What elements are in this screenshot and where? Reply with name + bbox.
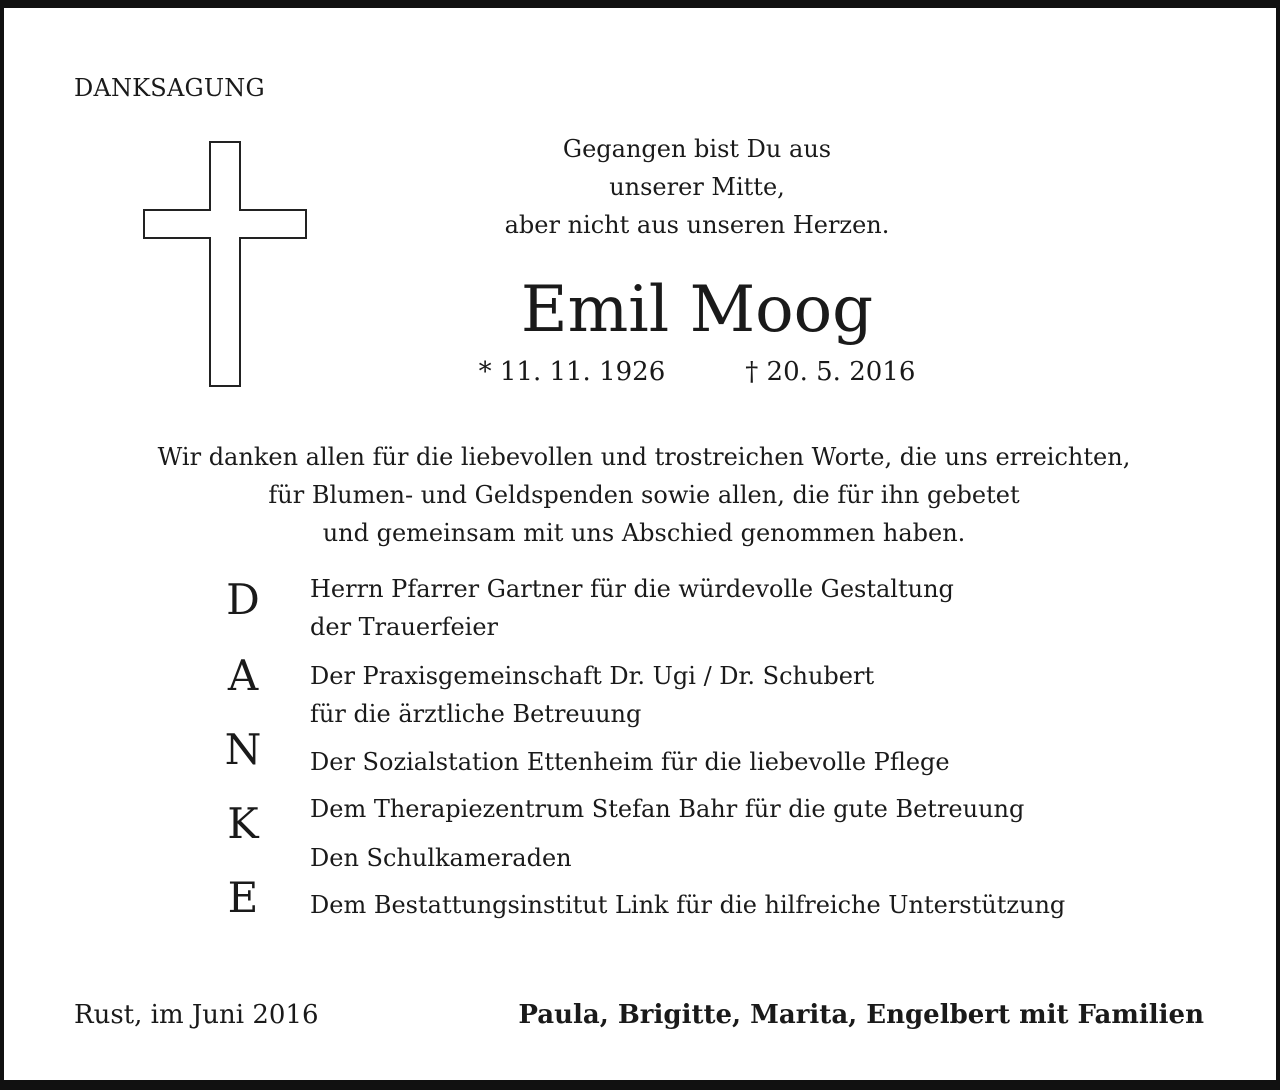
danke-letter: N (224, 725, 262, 774)
danke-letter: D (226, 575, 260, 624)
birth-date: * 11. 11. 1926 (478, 357, 666, 387)
cross-icon (142, 140, 308, 388)
danke-letter: K (227, 799, 259, 848)
death-date: † 20. 5. 2016 (745, 357, 916, 387)
danke-item (310, 790, 1170, 828)
danke-item (310, 657, 1170, 733)
motto-line: aber nicht aus unseren Herzen. (504, 211, 890, 239)
danke-line: Der Praxisgemeinschaft Dr. Ugi / Dr. Schubert (310, 662, 875, 690)
danke-line: der Trauerfeier (310, 613, 499, 641)
thanks-paragraph (94, 438, 1194, 552)
deceased-name: Emil Moog (520, 273, 874, 347)
thanks-line: Wir danken allen für die liebevollen und trostreichen Worte, die uns erreichten, (157, 443, 1131, 471)
danke-line: Dem Therapiezentrum Stefan Bahr für die gute Betreuung (310, 795, 1025, 823)
notice-heading: DANKSAGUNG (74, 74, 265, 102)
family-signature: Paula, Brigitte, Marita, Engelbert mit Familien (518, 1000, 1204, 1030)
danke-item (310, 570, 1170, 646)
danke-line: Herrn Pfarrer Gartner für die würdevolle Gestaltung (310, 575, 954, 603)
place-date: Rust, im Juni 2016 (74, 1000, 319, 1030)
motto (397, 130, 997, 244)
motto-line: Gegangen bist Du aus (562, 135, 832, 163)
danke-item (310, 743, 1170, 781)
danke-line: Dem Bestattungsinstitut Link für die hilfreiche Unterstützung (310, 891, 1066, 919)
thanks-line: und gemeinsam mit uns Abschied genommen haben. (322, 519, 966, 547)
motto-line: unserer Mitte, (609, 173, 785, 201)
danke-item (310, 839, 1170, 877)
thanks-line: für Blumen- und Geldspenden sowie allen, die für ihn gebetet (268, 481, 1020, 509)
danke-letter: E (227, 873, 259, 922)
danke-item (310, 886, 1170, 924)
danke-line: Der Sozialstation Ettenheim für die liebevolle Pflege (310, 748, 950, 776)
life-dates (397, 354, 997, 390)
danke-line: für die ärztliche Betreuung (310, 700, 642, 728)
danke-line: Den Schulkameraden (310, 844, 572, 872)
danke-letter: A (227, 651, 259, 700)
